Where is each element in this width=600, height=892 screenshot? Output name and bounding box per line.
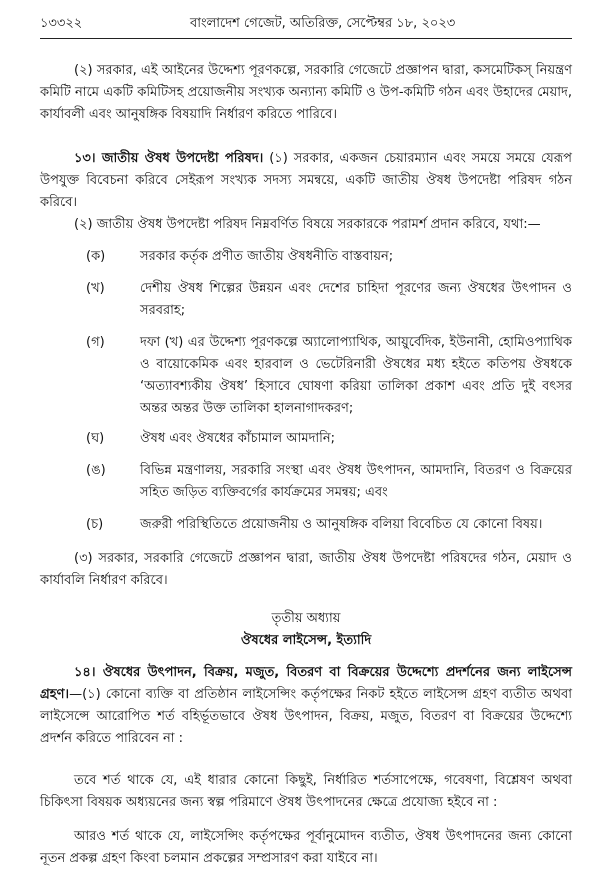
proviso-1: তবে শর্ত থাকে যে, এই ধারার কোনো কিছুই, নির্ধারিত শর্তসাপেক্ষে, গবেষণা, বিশ্লেষণ অথবা চিকিৎসা বিষয়ক অধ্যয়নের জন্য স্বল্প পরিমাণে ঔষধ উৎপাদনের ক্ষেত্রে প্রযোজ্য হইবে না :: [40, 773, 572, 810]
section-13-heading: ১৩। জাতীয় ঔষধ উপদেষ্টা পরিষদ।: [74, 151, 264, 166]
item-text: ঔষধ এবং ঔষধের কাঁচামাল আমদানি;: [140, 431, 336, 446]
section-13-text: (১) সরকার, একজন চেয়ারম্যান এবং সময়ে সময়ে যেরূপ উপযুক্ত বিবেচনা করিবে সেইরূপ সংখ্যক সদস্য সমন্বয়ে, একটি জাতীয় ঔষধ উপদেষ্টা পরিষদ গঠন করিবে।: [40, 151, 573, 210]
section-13: [40, 148, 572, 214]
item-marker: (চ): [86, 517, 104, 532]
item-marker: (খ): [86, 281, 105, 296]
item-marker: (গ): [86, 335, 105, 350]
section-14-text: —(১) কোনো ব্যক্তি বা প্রতিষ্ঠান লাইসেন্সিং কর্তৃপক্ষের নিকট হইতে লাইসেন্স গ্রহণ ব্যতীত অথবা লাইসেন্সে আরোপিত শর্ত বহির্ভূতভাবে ঔষধ উৎপাদন, বিক্রয়, মজুত, বিতরণ বা বিক্রয়ের উদ্দেশ্যে প্রদর্শন করিতে পারিবেন না :: [40, 687, 572, 746]
page-number: ১৩৩২২: [40, 16, 83, 31]
section-14: [40, 662, 572, 750]
page-header: [40, 14, 572, 36]
header-divider: [40, 38, 572, 39]
chapter-title: ঔষধের লাইসেন্স, ইত্যাদি: [240, 633, 372, 648]
item-text: জরুরী পরিস্থিতিতে প্রয়োজনীয় ও আনুষঙ্গিক বলিয়া বিবেচিত যে কোনো বিষয়।: [140, 517, 543, 532]
item-marker: (ঘ): [86, 431, 105, 446]
section-14-heading: ১৪। ঔষধের উৎপাদন, বিক্রয়, মজুত, বিতরণ বা বিক্রয়ের উদ্দেশ্যে প্রদর্শনের জন্য লাইসেন্স গ্রহণ।: [40, 665, 572, 702]
item-text: দেশীয় ঔষধ শিল্পের উন্নয়ন এবং দেশের চাহিদা পূরণের জন্য ঔষধের উৎপাদন ও সরবরাহ;: [140, 281, 572, 318]
gazette-title: বাংলাদেশ গেজেট, অতিরিক্ত, সেপ্টেম্বর ১৮, ২০২৩: [190, 16, 456, 31]
item-marker: (ঙ): [86, 463, 106, 478]
chapter-number: তৃতীয় অধ্যায়: [271, 611, 341, 626]
paragraph-13-2: (২) জাতীয় ঔষধ উপদেষ্টা পরিষদ নিম্নবর্ণিত বিষয়ে সরকারকে পরামর্শ প্রদান করিবে, যথা:—: [74, 217, 541, 232]
paragraph-13-3: (৩) সরকার, সরকারি গেজেটে প্রজ্ঞাপন দ্বারা, জাতীয় ঔষধ উপদেষ্টা পরিষদের গঠন, মেয়াদ ও কার্যাবলি নির্ধারণ করিবে।: [40, 551, 572, 588]
proviso-2: আরও শর্ত থাকে যে, লাইসেন্সিং কর্তৃপক্ষের পূর্বানুমোদন ব্যতীত, ঔষধ উৎপাদনের জন্য কোনো নূতন প্রকল্প গ্রহণ কিংবা চলমান প্রকল্পের সম্প্রসারণ করা যাইবে না।: [40, 829, 572, 866]
item-marker: (ক): [86, 249, 106, 264]
item-text: দফা (খ) এর উদ্দেশ্য পূরণকল্পে অ্যালোপ্যাথিক, আয়ুর্বেদিক, ইউনানী, হোমিওপ্যাথিক ও বায়োকেমিক এবং হারবাল ও ভেটেরিনারী ঔষধের মধ্য হইতে কতিপয় ঔষধকে ‘অত্যাবশ্যকীয় ঔষধ’ হিসাবে ঘোষণা করিয়া তালিকা প্রকাশ এবং প্রতি দুই বৎসর অন্তর অন্তর উক্ত তালিকা হালনাগাদকরণ;: [140, 335, 572, 416]
item-text: সরকার কর্তৃক প্রণীত জাতীয় ঔষধনীতি বাস্তবায়ন;: [140, 249, 394, 264]
item-text: বিভিন্ন মন্ত্রণালয়, সরকারি সংস্থা এবং ঔষধ উৎপাদন, আমদানি, বিতরণ ও বিক্রয়ের সহিত জড়িত ব্যক্তিবর্গের কার্যক্রমের সমন্বয়; এবং: [140, 463, 572, 500]
paragraph-12-2: (২) সরকার, এই আইনের উদ্দেশ্য পূরণকল্পে, সরকারি গেজেটে প্রজ্ঞাপন দ্বারা, কসমেটিকস্ নিয়ন্ত্রণ কমিটি নামে একটি কমিটিসহ প্রয়োজনীয় সংখ্যক অন্যান্য কমিটি ও উপ-কমিটি গঠন এবং উহাদের মেয়াদ, কার্যাবলী এবং আনুষঙ্গিক বিষয়াদি নির্ধারণ করিতে পারিবে।: [40, 63, 572, 122]
